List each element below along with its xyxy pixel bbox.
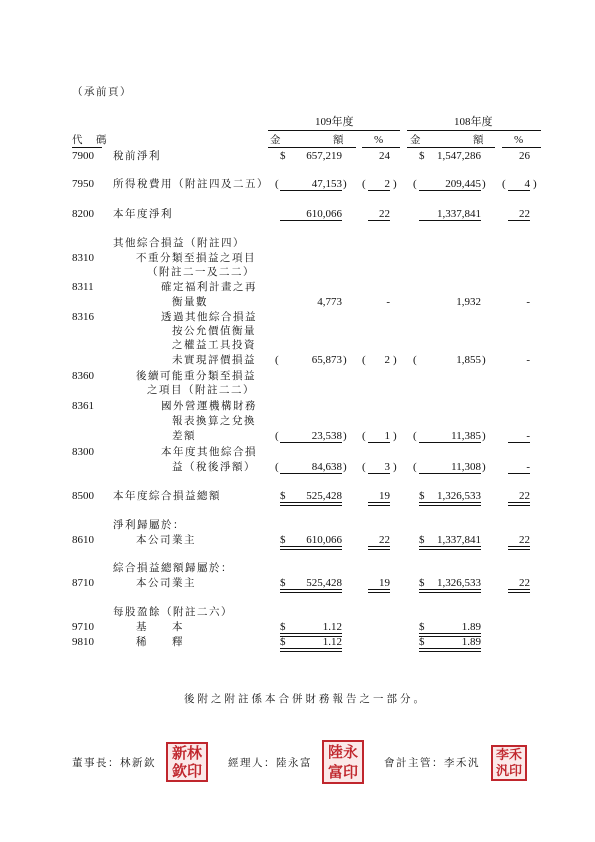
row-label: 按公允價值衡量 — [172, 325, 256, 337]
pct-108: - — [526, 430, 530, 442]
dollar-sign: $ — [419, 636, 425, 648]
double-underline — [419, 648, 481, 652]
amount-header-1: 金 額 — [270, 134, 344, 146]
row-label: 報表換算之兌換 — [172, 415, 256, 427]
amount-108: 1.89 — [461, 621, 481, 633]
pct-109: 3 — [384, 461, 390, 473]
pct-109: 2 — [384, 178, 390, 190]
row-label: 本年度其他綜合損 — [161, 446, 257, 458]
close-paren: ) — [343, 178, 347, 190]
row-code: 9710 — [72, 621, 94, 633]
amount-108: 209,445 — [445, 178, 481, 190]
amount-108: 1,855 — [456, 354, 481, 366]
pct-rule-2 — [502, 147, 541, 148]
row-label: 本年度淨利 — [113, 208, 173, 220]
dollar-sign: $ — [419, 534, 425, 546]
amount-109: 525,428 — [306, 490, 342, 502]
underline — [508, 190, 530, 191]
row-label: 本年度綜合損益總額 — [113, 490, 221, 502]
close-paren: ) — [533, 178, 537, 190]
pct-108: 22 — [519, 208, 530, 220]
amount-header-2: 金 額 — [410, 134, 484, 146]
double-underline — [508, 502, 530, 506]
underline — [280, 473, 342, 474]
dollar-sign: $ — [419, 490, 425, 502]
code-header-rule — [72, 147, 102, 148]
close-paren: ) — [343, 354, 347, 366]
row-label: 本公司業主 — [136, 534, 196, 546]
underline — [280, 220, 342, 221]
pct-108: 26 — [519, 150, 530, 162]
section-title: 其他綜合損益（附註四） — [113, 237, 245, 249]
double-underline — [508, 546, 530, 550]
row-label: 透過其他綜合損益 — [161, 311, 257, 323]
underline — [419, 473, 481, 474]
double-underline — [280, 502, 342, 506]
row-label: 本公司業主 — [136, 577, 196, 589]
row-code: 8610 — [72, 534, 94, 546]
row-label: 不重分類至損益之項目 — [136, 252, 256, 264]
pct-109: - — [386, 296, 390, 308]
row-code: 8311 — [72, 281, 94, 293]
underline — [419, 442, 481, 443]
row-label: 差額 — [172, 430, 196, 442]
close-paren: ) — [393, 178, 397, 190]
amount-108: 11,308 — [451, 461, 481, 473]
pct-108: - — [526, 461, 530, 473]
double-underline — [508, 589, 530, 593]
year-109-header: 109年度 — [315, 116, 354, 128]
underline — [368, 220, 390, 221]
row-code: 7950 — [72, 178, 94, 190]
dollar-sign: $ — [419, 150, 425, 162]
amount-109: 610,066 — [306, 208, 342, 220]
double-underline — [280, 546, 342, 550]
double-underline — [419, 502, 481, 506]
amount-109: 4,773 — [317, 296, 342, 308]
code-header: 代 碼 — [72, 134, 108, 146]
pct-108: 22 — [519, 534, 530, 546]
pct-109: 24 — [379, 150, 390, 162]
open-paren: ( — [275, 178, 279, 190]
pct-108: 4 — [524, 178, 530, 190]
amount-109: 65,873 — [311, 354, 342, 366]
amount-108: 1,326,533 — [437, 577, 481, 589]
accounting-signature-label: 會計主管：李禾汎 — [384, 757, 480, 769]
row-label: 所得稅費用（附註四及二五） — [113, 178, 269, 190]
pct-108: - — [526, 296, 530, 308]
pct-109: 22 — [379, 534, 390, 546]
row-code: 8316 — [72, 311, 94, 323]
amount-108: 1,547,286 — [437, 150, 481, 162]
underline — [368, 442, 390, 443]
open-paren: ( — [362, 430, 366, 442]
underline — [280, 190, 342, 191]
accounting-seal-icon: 李禾 汎印 — [491, 745, 527, 781]
continued-label: （承前頁） — [72, 86, 132, 98]
chairman-signature-label: 董事長：林新欽 — [72, 757, 156, 769]
open-paren: ( — [362, 461, 366, 473]
section-title: 淨利歸屬於： — [113, 519, 185, 531]
row-code: 8500 — [72, 490, 94, 502]
close-paren: ) — [482, 430, 486, 442]
row-label: （附註二一及二二） — [147, 266, 255, 278]
open-paren: ( — [413, 461, 417, 473]
section-title: 綜合損益總額歸屬於： — [113, 562, 233, 574]
underline — [419, 220, 481, 221]
row-label: 未實現評價損益 — [172, 354, 256, 366]
amount-109: 657,219 — [306, 150, 342, 162]
underline — [368, 473, 390, 474]
footnote: 後附之附註係本合併財務報告之一部分。 — [184, 693, 427, 705]
pct-109: 2 — [384, 354, 390, 366]
pct-109: 19 — [379, 577, 390, 589]
row-label: 稅前淨利 — [113, 150, 161, 162]
pct-109: 22 — [379, 208, 390, 220]
amount-109: 23,538 — [311, 430, 342, 442]
row-code: 8710 — [72, 577, 94, 589]
amount-108: 1,337,841 — [437, 534, 481, 546]
double-underline — [280, 589, 342, 593]
year-108-header: 108年度 — [454, 116, 493, 128]
section-title: 每股盈餘（附註二六） — [113, 606, 233, 618]
row-code: 8310 — [72, 252, 94, 264]
double-underline — [419, 589, 481, 593]
amount-108: 1,337,841 — [437, 208, 481, 220]
double-underline — [280, 648, 342, 652]
amount-rule-1 — [268, 147, 356, 148]
amount-108: 11,385 — [451, 430, 481, 442]
underline — [508, 220, 530, 221]
close-paren: ) — [343, 430, 347, 442]
year-109-rule — [268, 130, 400, 131]
row-label: 之項目（附註二二） — [147, 384, 255, 396]
amount-108: 1,932 — [456, 296, 481, 308]
pct-108: - — [526, 354, 530, 366]
open-paren: ( — [362, 178, 366, 190]
underline — [508, 473, 530, 474]
row-label: 衡量數 — [172, 296, 208, 308]
row-label: 國外營運機構財務 — [161, 400, 257, 412]
open-paren: ( — [275, 461, 279, 473]
dollar-sign: $ — [280, 636, 286, 648]
close-paren: ) — [482, 461, 486, 473]
dollar-sign: $ — [280, 577, 286, 589]
amount-109: 610,066 — [306, 534, 342, 546]
pct-109: 1 — [384, 430, 390, 442]
open-paren: ( — [413, 178, 417, 190]
pct-108: 22 — [519, 490, 530, 502]
close-paren: ) — [482, 354, 486, 366]
close-paren: ) — [393, 354, 397, 366]
dollar-sign: $ — [280, 621, 286, 633]
row-label: 稀 釋 — [136, 636, 184, 648]
chairman-seal-icon: 新林 欽印 — [166, 742, 208, 782]
amount-109: 1.12 — [322, 636, 342, 648]
row-code: 7900 — [72, 150, 94, 162]
dollar-sign: $ — [419, 621, 425, 633]
close-paren: ) — [482, 178, 486, 190]
year-108-rule — [407, 130, 541, 131]
double-underline — [368, 589, 390, 593]
open-paren: ( — [413, 430, 417, 442]
dollar-sign: $ — [419, 577, 425, 589]
row-code: 9810 — [72, 636, 94, 648]
close-paren: ) — [393, 461, 397, 473]
double-underline — [419, 546, 481, 550]
underline — [280, 442, 342, 443]
open-paren: ( — [502, 178, 506, 190]
open-paren: ( — [362, 354, 366, 366]
row-code: 8361 — [72, 400, 94, 412]
underline — [419, 190, 481, 191]
row-label: 益（稅後淨額） — [172, 461, 256, 473]
amount-109: 525,428 — [306, 577, 342, 589]
pct-rule-1 — [362, 147, 400, 148]
amount-109: 84,638 — [311, 461, 342, 473]
amount-109: 1.12 — [322, 621, 342, 633]
open-paren: ( — [275, 430, 279, 442]
amount-108: 1.89 — [461, 636, 481, 648]
pct-header-1: % — [374, 134, 384, 146]
manager-signature-label: 經理人：陸永富 — [228, 757, 312, 769]
row-code: 8200 — [72, 208, 94, 220]
dollar-sign: $ — [280, 150, 286, 162]
dollar-sign: $ — [280, 534, 286, 546]
close-paren: ) — [393, 430, 397, 442]
open-paren: ( — [413, 354, 417, 366]
double-underline — [368, 502, 390, 506]
row-label: 基 本 — [136, 621, 184, 633]
pct-108: 22 — [519, 577, 530, 589]
pct-109: 19 — [379, 490, 390, 502]
double-underline — [368, 546, 390, 550]
underline — [368, 190, 390, 191]
amount-rule-2 — [407, 147, 495, 148]
amount-108: 1,326,533 — [437, 490, 481, 502]
row-label: 後續可能重分類至損益 — [136, 370, 256, 382]
pct-header-2: % — [514, 134, 524, 146]
row-label: 之權益工具投資 — [172, 339, 256, 351]
dollar-sign: $ — [280, 490, 286, 502]
open-paren: ( — [275, 354, 279, 366]
manager-seal-icon: 陸永 富印 — [322, 740, 364, 784]
row-code: 8300 — [72, 446, 94, 458]
amount-109: 47,153 — [311, 178, 342, 190]
row-label: 確定福利計畫之再 — [161, 281, 257, 293]
close-paren: ) — [343, 461, 347, 473]
underline — [508, 442, 530, 443]
row-code: 8360 — [72, 370, 94, 382]
